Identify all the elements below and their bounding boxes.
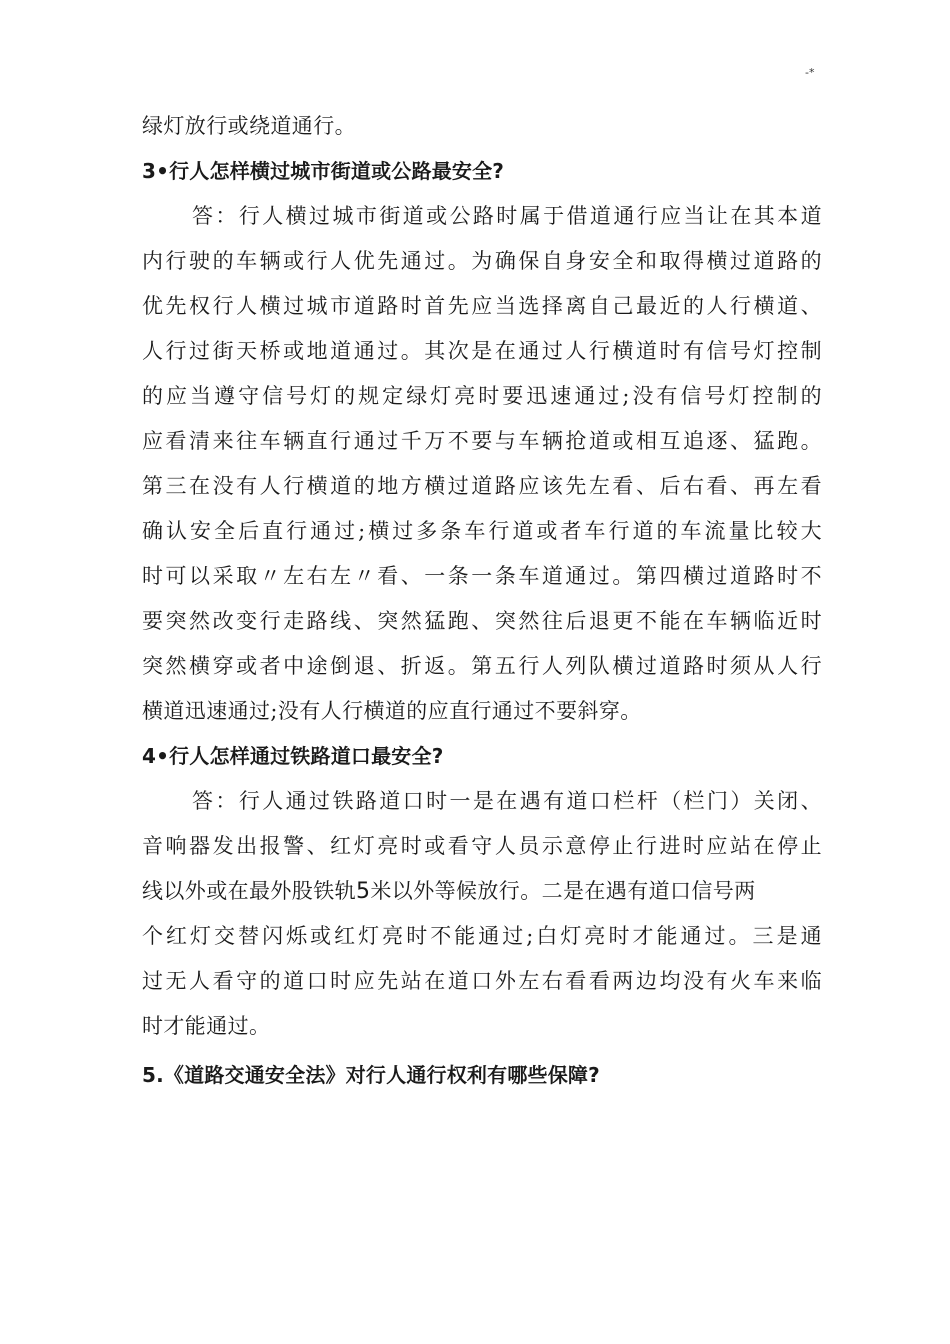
answer-3-line: 时可以采取〃左右左〃看、一条一条车道通过。第四横过道路时不 — [142, 564, 822, 588]
answer-4-line: 音响器发出报警、红灯亮时或看守人员示意停止行进时应站在停止 — [142, 834, 822, 858]
answer-3-line: 应看清来往车辆直行通过千万不要与车辆抢道或相互追逐、猛跑。 — [142, 429, 822, 453]
answer-3-line: 突然横穿或者中途倒退、折返。第五行人列队横过道路时须从人行 — [142, 654, 822, 678]
answer-4-line — [142, 869, 822, 914]
answer-4-line: 答：行人通过铁路道口时一是在遇有道口栏杆（栏门）关闭、 — [192, 789, 822, 813]
answer-3-line: 内行驶的车辆或行人优先通过。为确保自身安全和取得横过道路的 — [142, 249, 822, 273]
answer-3-line: 答：行人横过城市街道或公路时属于借道通行应当让在其本道 — [192, 204, 822, 228]
corner-mark: -* — [805, 66, 815, 79]
answer-4-line: 过无人看守的道口时应先站在道口外左右看看两边均没有火车来临 — [142, 969, 822, 993]
answer-3-line: 第三在没有人行横道的地方横过道路应该先左看、后右看、再左看 — [142, 474, 822, 498]
answer-4-text-segment: 米以外等候放行。二是在遇有道口信号两 — [370, 879, 756, 903]
answer-4-line: 个红灯交替闪烁或红灯亮时不能通过;白灯亮时才能通过。三是通 — [142, 924, 822, 948]
paragraph-line: 绿灯放行或绕道通行。 — [142, 114, 356, 138]
answer-3-line: 优先权行人横过城市道路时首先应当选择离自己最近的人行横道、 — [142, 294, 822, 318]
answer-4-text-segment: 线以外或在最外股铁轨 — [142, 879, 356, 903]
answer-3-line: 确认安全后直行通过;横过多条车行道或者车行道的车流量比较大 — [142, 519, 822, 543]
section-heading-5: 5.《道路交通安全法》对行人通行权利有哪些保障? — [142, 1063, 600, 1087]
section-heading-3: 3•行人怎样横过城市街道或公路最安全? — [142, 159, 505, 183]
answer-3-line: 横道迅速通过;没有人行横道的应直行通过不要斜穿。 — [142, 699, 642, 723]
answer-3-line: 的应当遵守信号灯的规定绿灯亮时要迅速通过;没有信号灯控制的 — [142, 384, 822, 408]
document-body — [142, 104, 822, 1098]
answer-4-number: 5 — [356, 879, 371, 904]
answer-3-line: 人行过街天桥或地道通过。其次是在通过人行横道时有信号灯控制 — [142, 339, 822, 363]
answer-4-line: 时才能通过。 — [142, 1014, 271, 1038]
answer-3-line: 要突然改变行走路线、突然猛跑、突然往后退更不能在车辆临近时 — [142, 609, 822, 633]
section-heading-4: 4•行人怎样通过铁路道口最安全? — [142, 744, 444, 768]
